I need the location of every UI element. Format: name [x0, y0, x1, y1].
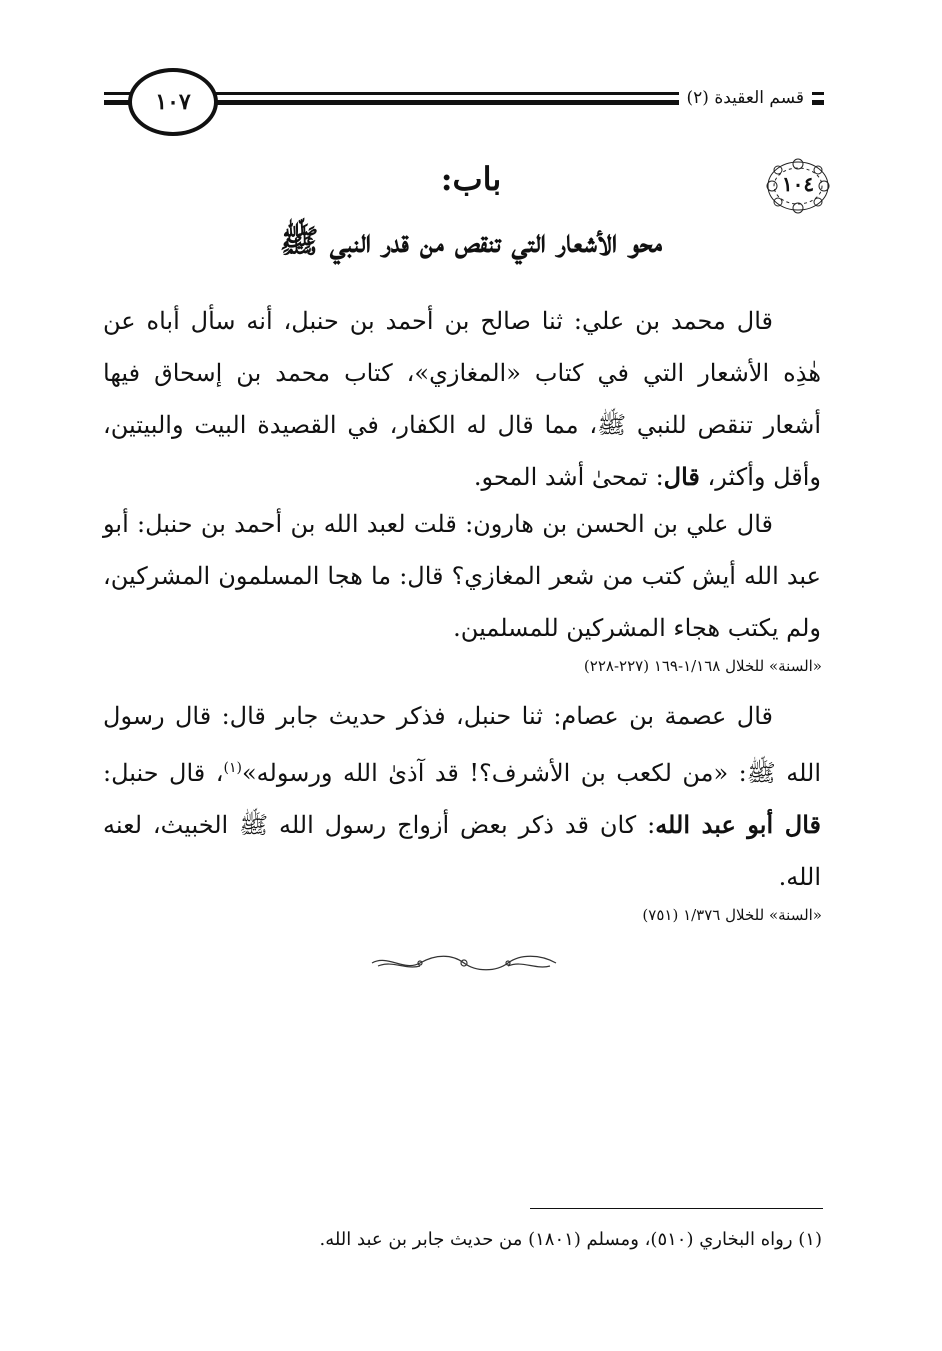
footnote: (١) رواه البخاري (٥١٠)، ومسلم (١٨٠١) من حديث جابر بن عبد الله.: [319, 1229, 822, 1250]
paragraph-2: [103, 498, 821, 654]
paragraph-1-end: : تمحىٰ أشد المحو.: [473, 463, 664, 491]
paragraph-3-text-c: : كان قد ذكر بعض أزواج رسول الله ﷺ الخبيث، لعنه الله.: [103, 811, 821, 891]
paragraph-2-text: قال علي بن الحسن بن هارون: قلت لعبد الله بن أحمد بن حنبل: أبو عبد الله أيش كتب من شعر المغازي؟ قال: ما هجا المسلمون المشركين، ولم يكتب هجاء المشركين للمسلمين.: [103, 510, 821, 642]
footnote-rule: [530, 1208, 823, 1209]
paragraph-1-text: قال محمد بن علي: ثنا صالح بن أحمد بن حنبل، أنه سأل أباه عن هٰذِه الأشعار التي في كتاب «المغازي»، كتاب محمد بن إسحاق فيها أشعار تنقص للنبي ﷺ، مما قال له الكفار، في القصيدة البيت والبيتين، وأقل وأكثر،: [103, 307, 821, 491]
paragraph-1-bold: قال: [663, 462, 700, 491]
divider-ornament-icon: [368, 952, 560, 974]
paragraph-1: [103, 295, 821, 503]
chapter-title: محو الأشعار التي تنقص من قدر النبي ﷺ: [279, 222, 663, 260]
running-header: قسم العقيدة (٢): [679, 86, 813, 110]
chapter-number: ١٠٤: [781, 172, 815, 196]
chapter-label: باب:: [440, 160, 502, 198]
paragraph-3: [103, 690, 821, 903]
source-citation-1: «السنة» للخلال ١/١٦٨-١٦٩ (٢٢٧-٢٢٨): [583, 657, 822, 675]
footnote-ref[interactable]: (١): [223, 760, 242, 776]
page-number-text: ١٠٧: [155, 89, 191, 115]
paragraph-3-text-b: ، قال حنبل:: [103, 759, 224, 787]
paragraph-3-bold: قال أبو عبد الله: [655, 810, 822, 839]
paragraph-3-text-a: قال عصمة بن عصام: ثنا حنبل، فذكر حديث جابر قال: قال رسول الله ﷺ: «من لكعب بن الأشرف؟! قد آذىٰ الله ورسوله»: [103, 702, 821, 787]
page-number: [128, 68, 218, 136]
source-citation-2: «السنة» للخلال ١/٣٧٦ (٧٥١): [642, 906, 822, 924]
